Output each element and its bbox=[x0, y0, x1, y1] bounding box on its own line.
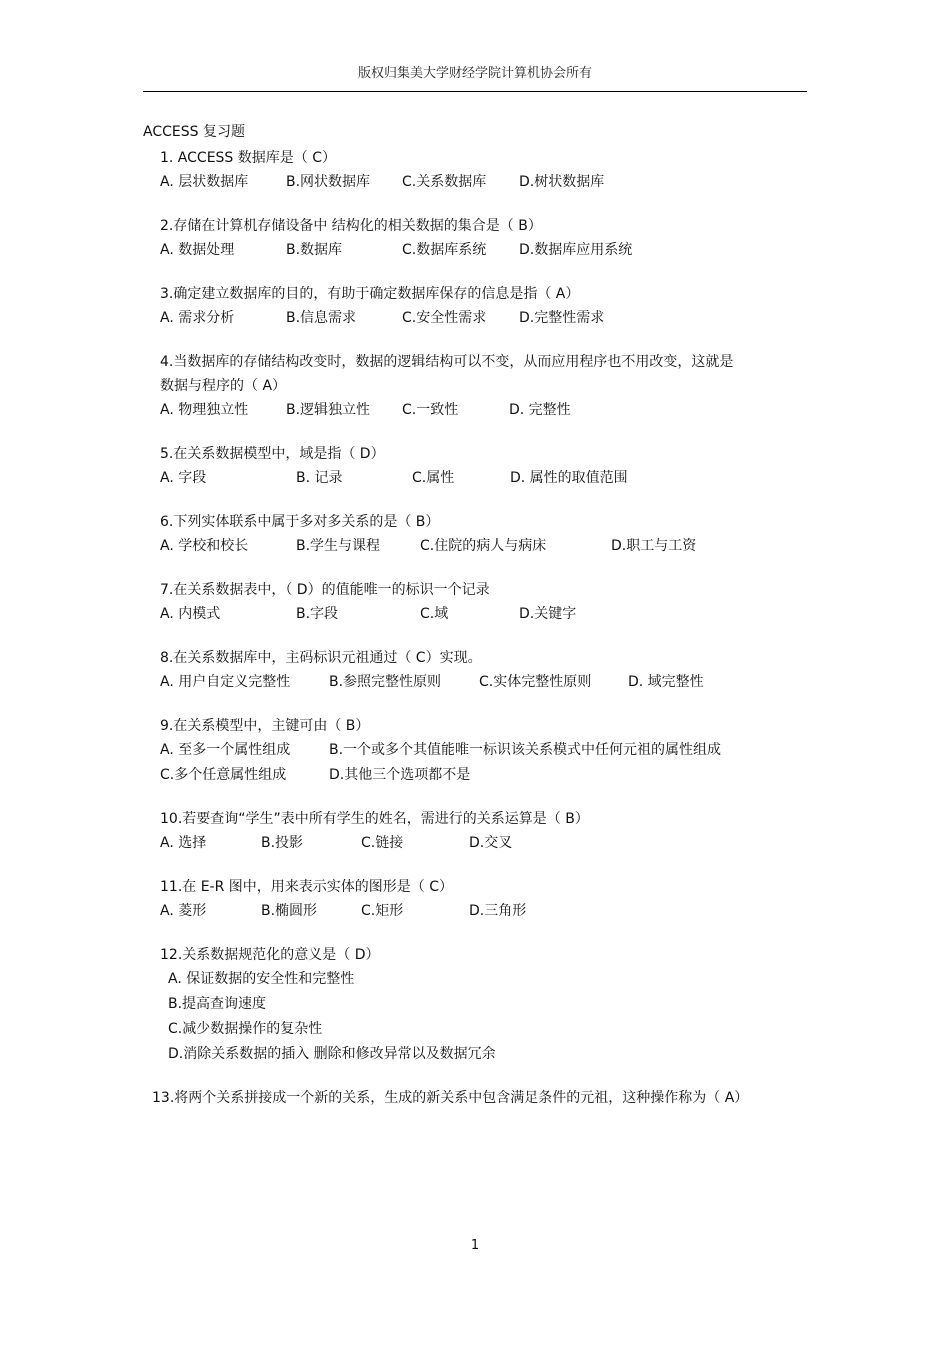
option-b: B.信息需求 bbox=[286, 310, 357, 326]
option-a: A. 至多一个属性组成 bbox=[160, 742, 291, 758]
option-a: A. 字段 bbox=[160, 470, 207, 486]
option-d: D. 域完整性 bbox=[628, 674, 704, 690]
option-c: C.实体完整性原则 bbox=[479, 674, 592, 690]
option-c: C.链接 bbox=[361, 835, 404, 851]
question-text: 3.确定建立数据库的目的，有助于确定数据库保存的信息是指（ A） bbox=[160, 286, 580, 302]
question-10 bbox=[160, 807, 780, 856]
question-text: 12.关系数据规范化的意义是（ D） bbox=[160, 947, 380, 963]
option-d: D.其他三个选项都不是 bbox=[329, 767, 471, 783]
option-b: B.一个或多个其值能唯一标识该关系模式中任何元祖的属性组成 bbox=[329, 742, 722, 758]
option-a: A. 数据处理 bbox=[160, 242, 235, 258]
option-d: D.树状数据库 bbox=[519, 174, 605, 190]
question-text: 5.在关系数据模型中，域是指（ D） bbox=[160, 446, 385, 462]
option-b: B.字段 bbox=[296, 606, 339, 622]
page-number: 1 bbox=[470, 1238, 480, 1253]
options bbox=[160, 466, 780, 491]
option-c: C.矩形 bbox=[361, 903, 404, 919]
option-b: B.参照完整性原则 bbox=[329, 674, 442, 690]
option-a: A. 物理独立性 bbox=[160, 402, 249, 418]
option-d: D.数据库应用系统 bbox=[519, 242, 633, 258]
question-1 bbox=[160, 146, 780, 195]
question-11 bbox=[160, 875, 780, 924]
document-title: ACCESS 复习题 bbox=[143, 124, 245, 140]
option-a: A. 保证数据的安全性和完整性 bbox=[168, 971, 355, 987]
options bbox=[160, 170, 780, 195]
option-c: C.安全性需求 bbox=[402, 310, 487, 326]
option-d: D.职工与工资 bbox=[611, 538, 697, 554]
question-5 bbox=[160, 442, 780, 491]
option-c: C.多个任意属性组成 bbox=[160, 767, 287, 783]
options bbox=[160, 899, 780, 924]
option-b: B.网状数据库 bbox=[286, 174, 371, 190]
option-c: C.关系数据库 bbox=[402, 174, 487, 190]
question-12 bbox=[160, 943, 780, 1067]
question-list bbox=[152, 146, 780, 1129]
question-text: 10.若要查询“学生”表中所有学生的姓名，需进行的关系运算是（ B） bbox=[160, 811, 589, 827]
question-4 bbox=[160, 350, 780, 423]
option-a: A. 层状数据库 bbox=[160, 174, 249, 190]
option-d: D.交叉 bbox=[469, 835, 513, 851]
question-3 bbox=[160, 282, 780, 331]
question-text: 6.下列实体联系中属于多对多关系的是（ B） bbox=[160, 514, 440, 530]
question-8 bbox=[160, 646, 780, 695]
options bbox=[160, 238, 780, 263]
question-7 bbox=[160, 578, 780, 627]
question-text: 8.在关系数据库中，主码标识元祖通过（ C）实现。 bbox=[160, 650, 482, 666]
option-d: D. 完整性 bbox=[509, 402, 571, 418]
option-c: C.属性 bbox=[412, 470, 455, 486]
options bbox=[160, 831, 780, 856]
option-d: D. 属性的取值范围 bbox=[510, 470, 628, 486]
question-13 bbox=[152, 1086, 752, 1110]
question-text: 1. ACCESS 数据库是（ C） bbox=[160, 150, 336, 166]
options bbox=[160, 738, 780, 763]
question-9 bbox=[160, 714, 780, 788]
header-divider bbox=[143, 91, 807, 92]
question-text: 2.存储在计算机存储设备中 结构化的相关数据的集合是（ B） bbox=[160, 218, 542, 234]
option-c: C.减少数据操作的复杂性 bbox=[168, 1021, 323, 1037]
option-a: A. 内模式 bbox=[160, 606, 221, 622]
option-b: B.学生与课程 bbox=[296, 538, 381, 554]
question-text: 9.在关系模型中，主键可由（ B） bbox=[160, 718, 370, 734]
question-text: 13.将两个关系拼接成一个新的关系，生成的新关系中包含满足条件的元祖，这种操作称为（ A） bbox=[152, 1090, 749, 1106]
question-6 bbox=[160, 510, 780, 559]
question-text: 7.在关系数据表中，（ D）的值能唯一的标识一个记录 bbox=[160, 582, 490, 598]
options bbox=[160, 398, 780, 423]
question-2 bbox=[160, 214, 780, 263]
option-b: B.投影 bbox=[261, 835, 304, 851]
options bbox=[160, 602, 780, 627]
page-header: 版权归集美大学财经学院计算机协会所有 bbox=[357, 66, 592, 81]
option-d: D.三角形 bbox=[469, 903, 527, 919]
option-b: B.提高查询速度 bbox=[168, 996, 267, 1012]
option-a: A. 学校和校长 bbox=[160, 538, 249, 554]
option-b: B.数据库 bbox=[286, 242, 343, 258]
option-b: B. 记录 bbox=[296, 470, 343, 486]
question-text: 11.在 E-R 图中，用来表示实体的图形是（ C） bbox=[160, 879, 454, 895]
question-text: 4.当数据库的存储结构改变时，数据的逻辑结构可以不变，从而应用程序也不用改变，这就是数据与程序的（ A） bbox=[160, 354, 734, 394]
options bbox=[160, 967, 780, 1067]
option-c: C.住院的病人与病床 bbox=[420, 538, 547, 554]
option-d: D.消除关系数据的插入 删除和修改异常以及数据冗余 bbox=[168, 1046, 496, 1062]
option-a: A. 选择 bbox=[160, 835, 207, 851]
options bbox=[160, 670, 780, 695]
options bbox=[160, 763, 780, 788]
options bbox=[160, 534, 780, 559]
option-c: C.一致性 bbox=[402, 402, 459, 418]
option-b: B.逻辑独立性 bbox=[286, 402, 371, 418]
option-d: D.完整性需求 bbox=[519, 310, 605, 326]
option-c: C.数据库系统 bbox=[402, 242, 487, 258]
option-b: B.椭圆形 bbox=[261, 903, 318, 919]
option-a: A. 用户自定义完整性 bbox=[160, 674, 291, 690]
options bbox=[160, 306, 780, 331]
option-d: D.关键字 bbox=[519, 606, 577, 622]
option-a: A. 菱形 bbox=[160, 903, 207, 919]
option-a: A. 需求分析 bbox=[160, 310, 235, 326]
option-c: C.域 bbox=[420, 606, 449, 622]
